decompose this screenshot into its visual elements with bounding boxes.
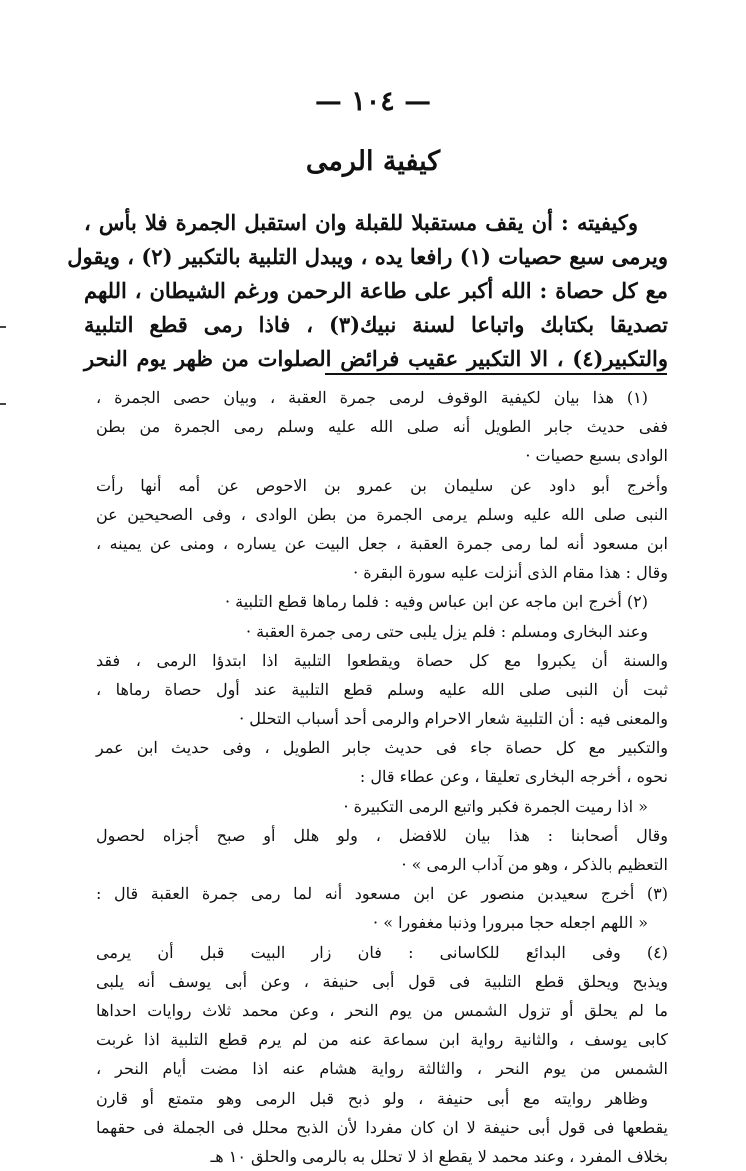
footnote-line: (٣) أخرج سعيدبن منصور عن ابن مسعود أنه لما رمى جمرة العقبة قال :	[96, 884, 668, 904]
footnote-line: الشمس من يوم النحر ، والثالثة رواية هشام عنه اذا مضت أيام النحر ،	[96, 1059, 668, 1079]
footnote-separator	[325, 373, 667, 375]
footnote-line: النبى صلى الله عليه وسلم يرمى الجمرة من بطن الوادى ، وفى الصحيحين عن	[96, 504, 668, 524]
footnote-line: (٤) وفى البدائع للكاسانى : فان زار البيت قبل أن يرمى	[96, 942, 668, 962]
scan-mark	[0, 403, 6, 405]
page-number: — ١٠٤ —	[314, 86, 432, 117]
footnote-line: كابى يوسف ، والثانية رواية ابن سماعة عنه من لم يرم قطع التلبية اذا غربت	[96, 1030, 668, 1050]
footnote-line: والتكبير مع كل حصاة جاء فى حديث جابر الطويل ، وفى حديث ابن عمر	[96, 738, 668, 758]
footnote-line: ويذبح ويحلق قطع التلبية فى قول أبى حنيفة ، وعن أبى يوسف أنه يلبى	[96, 971, 668, 991]
footnote-line: والسنة أن يكبروا مع كل حصاة ويقطعوا التلبية اذا ابتدؤا الرمى ، فقد	[96, 650, 668, 670]
footnote-line: وعند البخارى ومسلم : فلم يزل يلبى حتى رمى جمرة العقبة ·	[245, 621, 648, 641]
footnote-line: الوادى بسبع حصيات ·	[525, 446, 668, 466]
footnote-line: التعظيم بالذكر ، وهو من آداب الرمى » ·	[401, 855, 668, 874]
footnote-line: ابن مسعود أنه لما رمى جمرة العقبة ، جعل البيت عن يساره ، ومنى عن يمينه ،	[96, 533, 668, 553]
footnote-line: ففى حديث جابر الطويل أنه صلى الله عليه وسلم رمى الجمرة من بطن	[96, 417, 668, 437]
footnote-line: والمعنى فيه : أن التلبية شعار الاحرام والرمى أحد أسباب التحلل ·	[239, 709, 668, 729]
footnote-line: « اذا رميت الجمرة فكبر واتبع الرمى التكبيرة ·	[343, 796, 648, 816]
footnotes	[96, 383, 668, 1171]
section-title: كيفية الرمى	[305, 146, 441, 177]
footnote-line: وأخرج أبو داود عن سليمان بن عمرو بن الاحوص عن أمه أنها رأت	[96, 475, 668, 495]
footnote-line: « اللهم اجعله حجا مبرورا وذنبا مغفورا » ·	[373, 913, 648, 933]
main-text-line: مع كل حصاة : الله أكبر على طاعة الرحمن ورغم الشيطان ، اللهم	[84, 278, 668, 303]
footnote-line: نحوه ، أخرجه البخارى تعليقا ، وعن عطاء قال :	[359, 767, 668, 787]
footnote-line: ثبت أن النبى صلى الله عليه وسلم قطع التلبية عند أول حصاة رماها ،	[96, 679, 668, 699]
footnote-line: بخلاف المفرد ، وعند محمد لا يقطع اذ لا تحلل به بالرمى والحلق ١٠ هـ	[210, 1146, 668, 1166]
scan-mark	[0, 326, 6, 328]
footnote-line: ما لم يحلق أو تزول الشمس من يوم النحر ، وعن محمد ثلاث روايات احداها	[96, 1000, 668, 1020]
footnote-line: (٢) أخرج ابن ماجه عن ابن عباس وفيه : فلما رماها قطع التلبية ·	[224, 592, 648, 612]
footnote-line: وقال : هذا مقام الذى أنزلت عليه سورة البقرة ·	[353, 563, 668, 583]
footnote-line: (١) هذا بيان لكيفية الوقوف لرمى جمرة العقبة ، وبيان حصى الجمرة ،	[96, 388, 648, 407]
footnote-line: وظاهر روايته مع أبى حنيفة ، ولو ذبح قبل الرمى وهو متمتع أو قارن	[96, 1088, 648, 1108]
footnote-line: يقطعها فى قول أبى حنيفة لا ان كان مفردا لأن الذبح محلل فى الجملة فى حقهما	[96, 1117, 668, 1137]
main-text-line: وكيفيته : أن يقف مستقبلا للقبلة وان استقبل الجمرة فلا بأس ،	[84, 210, 638, 235]
main-text	[67, 206, 669, 376]
footnote-line: وقال أصحابنا : هذا بيان للافضل ، ولو هلل أو صبح أجزاه لحصول	[96, 825, 668, 845]
main-text-line: ويرمى سبع حصيات (١) رافعا يده ، ويبدل التلبية بالتكبير (٢) ، ويقول	[67, 244, 668, 269]
main-text-line: تصديقا بكتابك واتباعا لسنة نبيك(٣) ، فاذا رمى قطع التلبية	[84, 312, 669, 337]
main-text-line: والتكبير(٤) ، الا التكبير عقيب فرائض الصلوات من ظهر يوم النحر	[84, 346, 668, 371]
